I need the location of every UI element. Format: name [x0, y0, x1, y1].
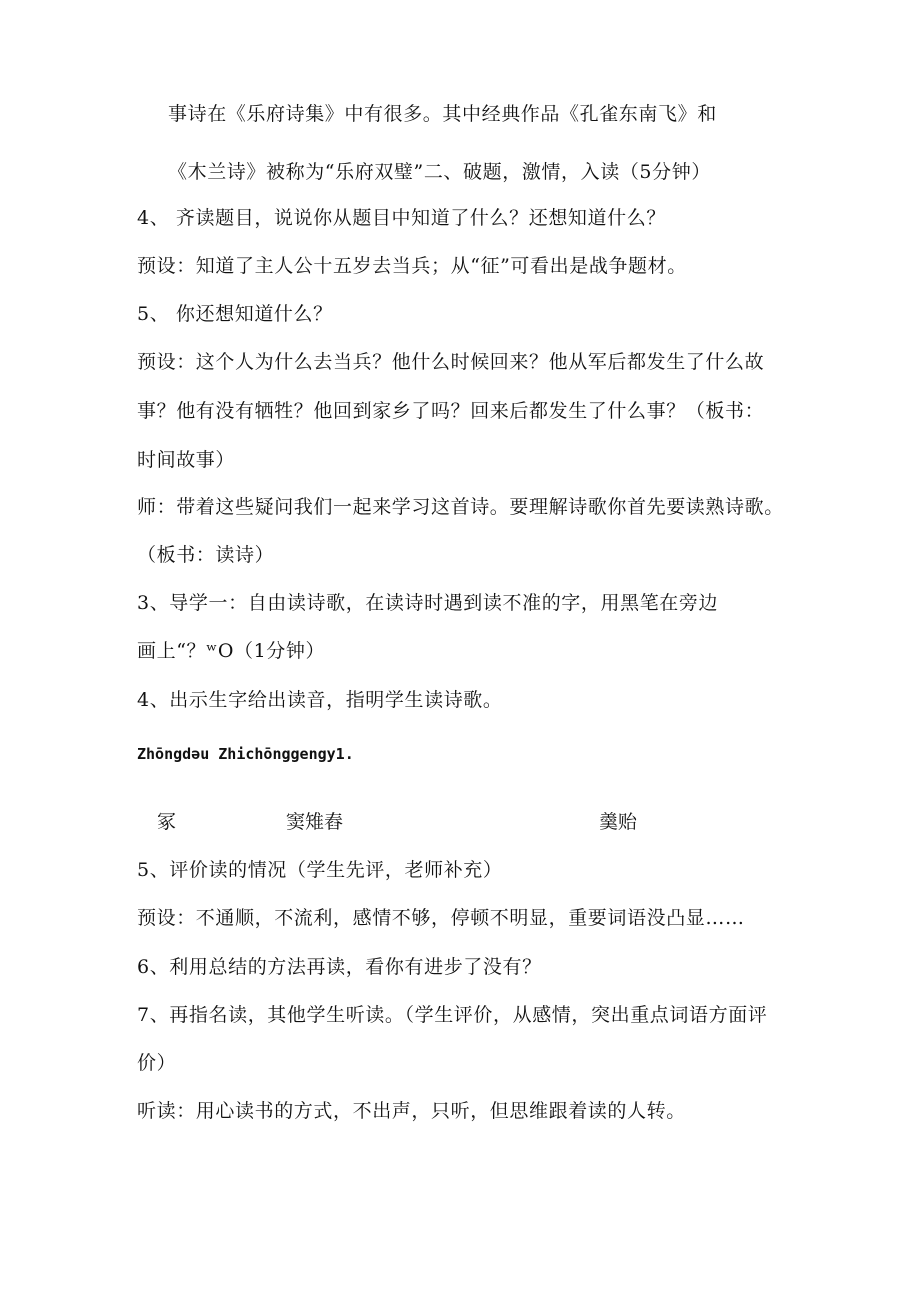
text-line-9: 师：带着这些疑问我们一起来学习这首诗。要理解诗歌你首先要读熟诗歌。	[137, 496, 784, 518]
text-line-8: 时间故事）	[137, 449, 236, 471]
character-3: 羹贻	[599, 811, 638, 833]
text-line-15: 预设：不通顺，不流利，感情不够，停顿不明显，重要词语没凸显……	[137, 907, 745, 929]
text-line-7: 事？他有没有牺牲？他回到家乡了吗？回来后都发生了什么事？（板书：	[137, 400, 765, 422]
text-line-18: 价）	[137, 1052, 177, 1074]
text-line-14: 5、评价读的情况（学生先评，老师补充）	[137, 859, 503, 881]
text-line-17: 7、再指名读，其他学生听读。（学生评价，从感情，突出重点词语方面评	[137, 1004, 768, 1026]
text-line-4: 预设：知道了主人公十五岁去当兵；从“征”可看出是战争题材。	[137, 255, 687, 277]
text-line-19: 听读：用心读书的方式，不出声，只听，但思维跟着读的人转。	[137, 1100, 686, 1122]
text-line-11: 3、导学一：自由读诗歌，在读诗时遇到读不准的字，用黑笔在旁边	[137, 592, 719, 614]
text-line-6: 预设：这个人为什么去当兵？他什么时候回来？他从军后都发生了什么故	[137, 351, 765, 373]
character-2: 窦雉舂	[286, 811, 344, 833]
text-line-10: （板书：读诗）	[137, 544, 275, 566]
text-line-5: 5、 你还想知道什么？	[137, 303, 333, 325]
text-line-2: 《木兰诗》被称为“乐府双璧”二、破题，激情，入读（5分钟）	[168, 161, 711, 183]
text-line-13: 4、出示生字给出读音，指明学生读诗歌。	[137, 689, 503, 711]
pinyin-line: Zhōngdəu Zhichōnggengy1.	[137, 745, 354, 763]
text-line-3: 4、 齐读题目，说说你从题目中知道了什么？还想知道什么？	[137, 207, 666, 229]
character-1: 冢	[157, 811, 177, 833]
text-line-12: 画上“？ʷO（1分钟）	[137, 640, 326, 662]
text-line-1: 事诗在《乐府诗集》中有很多。其中经典作品《孔雀东南飞》和	[168, 103, 717, 125]
text-line-16: 6、利用总结的方法再读，看你有进步了没有？	[137, 956, 542, 978]
